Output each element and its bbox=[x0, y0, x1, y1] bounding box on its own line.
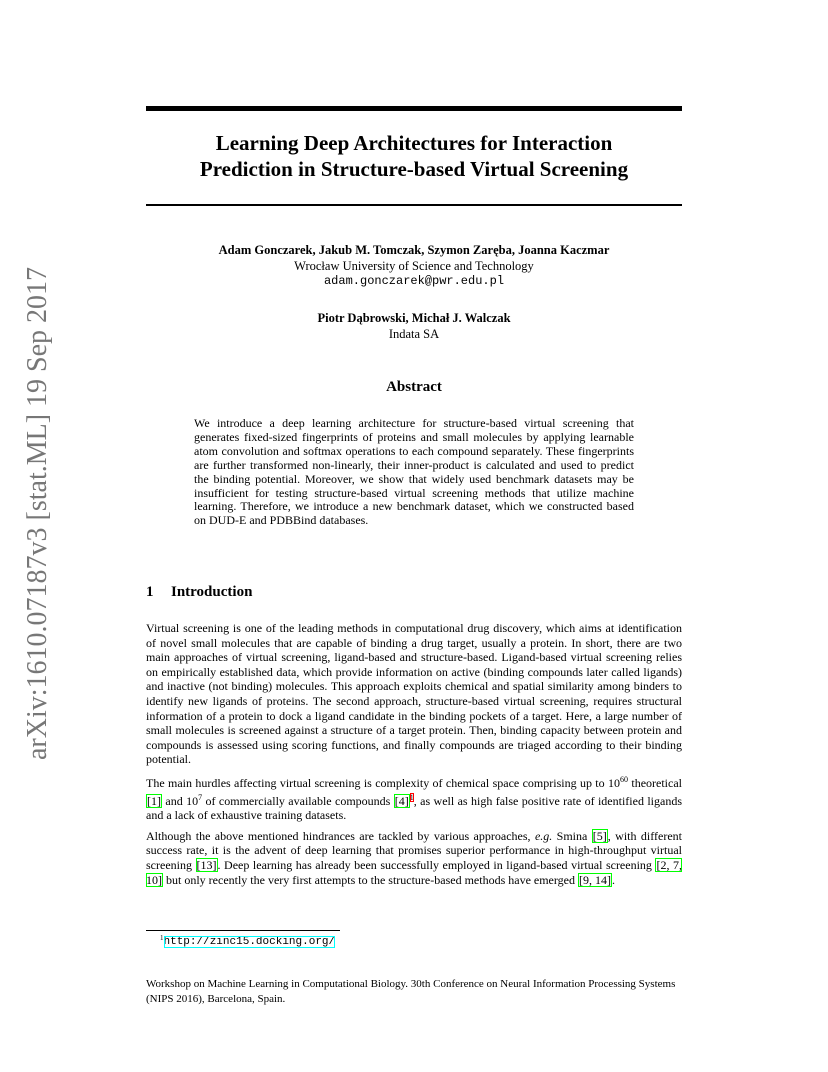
author-block-1 bbox=[146, 243, 682, 290]
text-run: . Deep learning has already been successfully employed in ligand-based virtual screening bbox=[217, 857, 656, 872]
footnote bbox=[160, 934, 335, 948]
superscript: 7 bbox=[198, 792, 203, 802]
footnote-link[interactable]: 1 bbox=[409, 792, 414, 802]
superscript: 60 bbox=[620, 774, 628, 784]
text-run: . bbox=[611, 872, 615, 887]
citation-link[interactable]: [1] bbox=[147, 793, 161, 808]
title-line-1: Learning Deep Architectures for Interaction bbox=[215, 131, 613, 155]
title-top-rule bbox=[146, 106, 682, 111]
citation-link[interactable]: [5] bbox=[592, 828, 607, 843]
text-run: but only recently the very first attempts to the structure-based methods have emerged bbox=[163, 872, 578, 887]
citation-link[interactable]: [13] bbox=[196, 857, 217, 872]
text-run: and 10 bbox=[162, 793, 199, 808]
italic-text: e.g. bbox=[534, 828, 553, 843]
paper-title bbox=[146, 130, 682, 182]
author-affiliation: Wrocław University of Science and Technology bbox=[294, 258, 534, 273]
venue-note: Workshop on Machine Learning in Computational Biology. 30th Conference on Neural Information Processing Systems (NIPS 2016), Barcelona, Spain. bbox=[146, 978, 676, 1005]
author-email[interactable]: adam.gonczarek@pwr.edu.pl bbox=[323, 274, 505, 288]
text-run: , as well as high false positive rate of identified ligands and a lack of exhaustive training datasets. bbox=[146, 793, 683, 823]
paragraph-1: Virtual screening is one of the leading methods in computational drug discovery, which aims at identification of novel small molecules that are capable of binding a drug target, usually a protein. In short, there are two main approaches of virtual screening, ligand-based and structure-based. Ligand-based virtual screening relies on empirically established data, which provide information on active (binding compounds later called ligands) and inactive (not binding) molecules. This approach exploits chemical and spatial similarity among binders to identify new ligands of proteins. The second approach, structure-based virtual screening, requires structural information of a protein to dock a ligand candidate in the binding pockets of a target. Here, a large number of small molecules is screened against a structure of a target protein. Then, binding capacity between protein and compounds is assessed using scoring functions, and finally compounds are triaged according to their binding potential. bbox=[146, 621, 682, 767]
footnote-url-link[interactable]: http://zinc15.docking.org/ bbox=[163, 936, 336, 949]
text-run: Although the above mentioned hindrances are tackled by various approaches, bbox=[146, 828, 535, 843]
author-names: Piotr Dąbrowski, Michał J. Walczak bbox=[317, 311, 511, 325]
section-title: Introduction bbox=[171, 584, 253, 600]
footnote-marker: 1 bbox=[160, 934, 164, 942]
text-run: The main hurdles affecting virtual screening is complexity of chemical space comprising up to 10 bbox=[146, 775, 620, 790]
text-run: theoretical bbox=[628, 775, 682, 790]
paragraph-3 bbox=[146, 829, 682, 887]
title-line-2: Prediction in Structure-based Virtual Screening bbox=[199, 157, 629, 181]
text-run: of commercially available compounds bbox=[202, 793, 394, 808]
section-body bbox=[146, 621, 682, 893]
citation-link[interactable]: [2, 7, 10] bbox=[146, 857, 683, 887]
text-run: Smina bbox=[552, 828, 592, 843]
author-affiliation: Indata SA bbox=[388, 326, 440, 341]
citation-link[interactable]: [9, 14] bbox=[578, 872, 611, 887]
author-block-2 bbox=[146, 311, 682, 342]
citation-link[interactable]: [4] bbox=[394, 793, 409, 808]
abstract-heading: Abstract bbox=[386, 379, 442, 395]
arxiv-stamp: arXiv:1610.07187v3 [stat.ML] 19 Sep 2017 bbox=[22, 266, 53, 760]
section-number: 1 bbox=[146, 584, 154, 600]
footnote-rule bbox=[146, 930, 340, 931]
abstract-text: We introduce a deep learning architecture for structure-based virtual screening that generates fixed-sized fingerprints of proteins and small molecules by applying learnable atom convolution and softmax operations to each compound separately. These fingerprints are further transformed non-linearly, their inner-product is calculated and used to predict the binding potential. Moreover, we show that widely used benchmark datasets may be insufficient for testing structure-based virtual screening methods that utilize machine learning. Therefore, we introduce a new benchmark dataset, which we constructed based on DUD-E and PDBBind databases. bbox=[194, 416, 634, 528]
text-run: , with different success rate, it is the advent of deep learning that promises superior performance in high-throughput virtual screening bbox=[146, 828, 682, 872]
title-bottom-rule bbox=[146, 204, 682, 206]
section-heading bbox=[146, 584, 252, 601]
author-names: Adam Gonczarek, Jakub M. Tomczak, Szymon Zaręba, Joanna Kaczmar bbox=[218, 243, 610, 257]
paragraph-2 bbox=[146, 773, 682, 823]
